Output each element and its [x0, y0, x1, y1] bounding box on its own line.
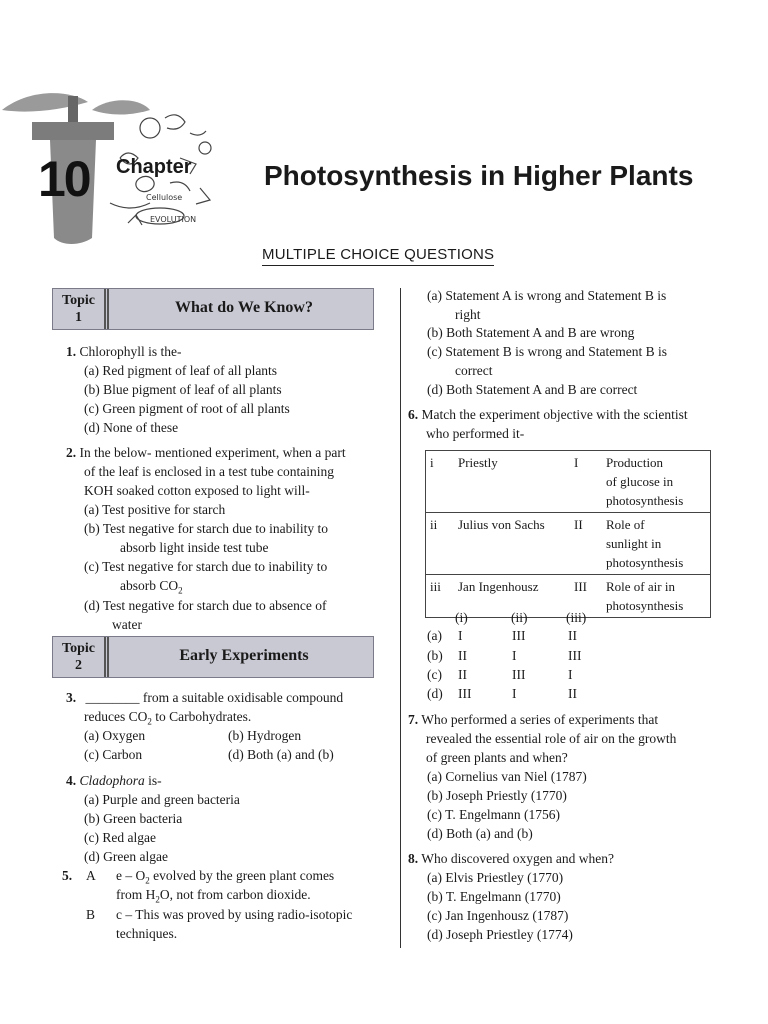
q5-option-a: (a) Statement A is wrong and Statement B is — [427, 288, 667, 303]
q8-option-d: (d) Joseph Priestley (1774) — [427, 927, 573, 942]
svg-text:Cellulose: Cellulose — [146, 193, 183, 202]
q7-text-line-2: revealed the essential role of air on the growth — [426, 731, 677, 746]
q5-option-d: (d) Both Statement A and B are correct — [427, 382, 638, 397]
q5-statement-b-line-2: techniques. — [116, 926, 178, 941]
q2-option-d-cont: water — [112, 617, 142, 632]
q7-option-a: (a) Cornelius van Niel (1787) — [427, 769, 587, 784]
question-6: 6. Match the experiment objective with the scientist — [408, 407, 688, 422]
topic-1-label: Topic 1 — [53, 289, 109, 329]
q5-option-a-cont: right — [455, 307, 481, 322]
question-3: 3. ________ from a suitable oxidisable compound — [66, 690, 344, 705]
table-row: iii Jan Ingenhousz III Role of air in photosynthesis — [426, 575, 711, 618]
topic-1-banner — [52, 288, 374, 330]
q1-option-a: (a) Red pigment of leaf of all plants — [84, 363, 278, 378]
q3-option-a: (a) Oxygen — [84, 728, 146, 743]
q1-option-b: (b) Blue pigment of leaf of all plants — [84, 382, 282, 397]
q7-option-c: (c) T. Engelmann (1756) — [427, 807, 560, 822]
q1-option-c: (c) Green pigment of root of all plants — [84, 401, 290, 416]
question-4: 4. Cladophora is- — [66, 773, 162, 788]
chapter-title: Photosynthesis in Higher Plants — [264, 160, 694, 191]
q5-statement-b-line-1: c – This was proved by using radio-isotopic — [116, 907, 353, 922]
q3-option-d: (d) Both (a) and (b) — [228, 747, 334, 762]
q5-statement-a-line-2: from $H_2O$, not from carbon dioxide. — [116, 887, 311, 905]
q7-option-b: (b) Joseph Priestly (1770) — [427, 788, 567, 803]
q8-option-c: (c) Jan Ingenhousz (1787) — [427, 908, 569, 923]
q3-text-line-2: reduces $CO_2$ to Carbohydrates. — [84, 709, 252, 727]
section-heading: MULTIPLE CHOICE QUESTIONS — [262, 246, 494, 266]
svg-text:EVOLUTION: EVOLUTION — [150, 215, 197, 224]
q4-option-b: (b) Green bacteria — [84, 811, 183, 826]
q5-option-c-cont: correct — [455, 363, 493, 378]
q5-statement-a-line-1: e – $O_2$ evolved by the green plant comes — [116, 868, 335, 886]
question-1: 1. Chlorophyll is the- — [66, 344, 182, 359]
topic-2-label: Topic 2 — [53, 637, 109, 677]
q5-statement-b-letter: B — [86, 907, 96, 922]
q5-option-c: (c) Statement B is wrong and Statement B is — [427, 344, 667, 359]
q7-option-d: (d) Both (a) and (b) — [427, 826, 533, 841]
q2-option-b-cont: absorb light inside test tube — [120, 540, 269, 555]
q2-option-b: (b) Test negative for starch due to inability to — [84, 521, 328, 536]
q4-option-a: (a) Purple and green bacteria — [84, 792, 240, 807]
q8-option-a: (a) Elvis Priestley (1770) — [427, 870, 564, 885]
q5-option-b: (b) Both Statement A and B are wrong — [427, 325, 635, 340]
chapter-label: Chapter — [116, 156, 192, 178]
question-2: 2. In the below- mentioned experiment, when a part — [66, 445, 346, 460]
topic-2-title: Early Experiments — [179, 647, 309, 664]
q2-option-c: (c) Test negative for starch due to inability to — [84, 559, 328, 574]
topic-1-title: What do We Know? — [175, 299, 313, 316]
q7-text-line-3: of green plants and when? — [426, 750, 568, 765]
q6-match-table — [425, 450, 711, 618]
q8-option-b: (b) T. Engelmann (1770) — [427, 889, 561, 904]
question-7: 7. Who performed a series of experiments that — [408, 712, 659, 727]
q4-option-d: (d) Green algae — [84, 849, 168, 864]
table-row: ii Julius von Sachs II Role of sunlight in photosynthesis — [426, 513, 711, 575]
q2-option-d: (d) Test negative for starch due to absence of — [84, 598, 327, 613]
q2-option-a: (a) Test positive for starch — [84, 502, 226, 517]
topic-2-banner — [52, 636, 374, 678]
chapter-number: 10 — [38, 151, 90, 207]
q1-option-d: (d) None of these — [84, 420, 179, 435]
q3-option-c: (c) Carbon — [84, 747, 143, 762]
question-8: 8. Who discovered oxygen and when? — [408, 851, 614, 866]
q2-option-c-cont: absorb $CO_2$ — [120, 578, 183, 596]
q2-text-line-3: KOH soaked cotton exposed to light will- — [84, 483, 310, 498]
table-row: i Priestly I Production of glucose in photosynthesis — [426, 451, 711, 513]
q4-option-c: (c) Red algae — [84, 830, 156, 845]
q3-option-b: (b) Hydrogen — [228, 728, 302, 743]
q5-statement-a-letter: A — [86, 868, 96, 883]
q6-text-line-2: who performed it- — [426, 426, 525, 441]
question-5: 5. — [62, 868, 73, 883]
q2-text-line-2: of the leaf is enclosed in a test tube containing — [84, 464, 335, 479]
column-divider — [400, 288, 401, 948]
